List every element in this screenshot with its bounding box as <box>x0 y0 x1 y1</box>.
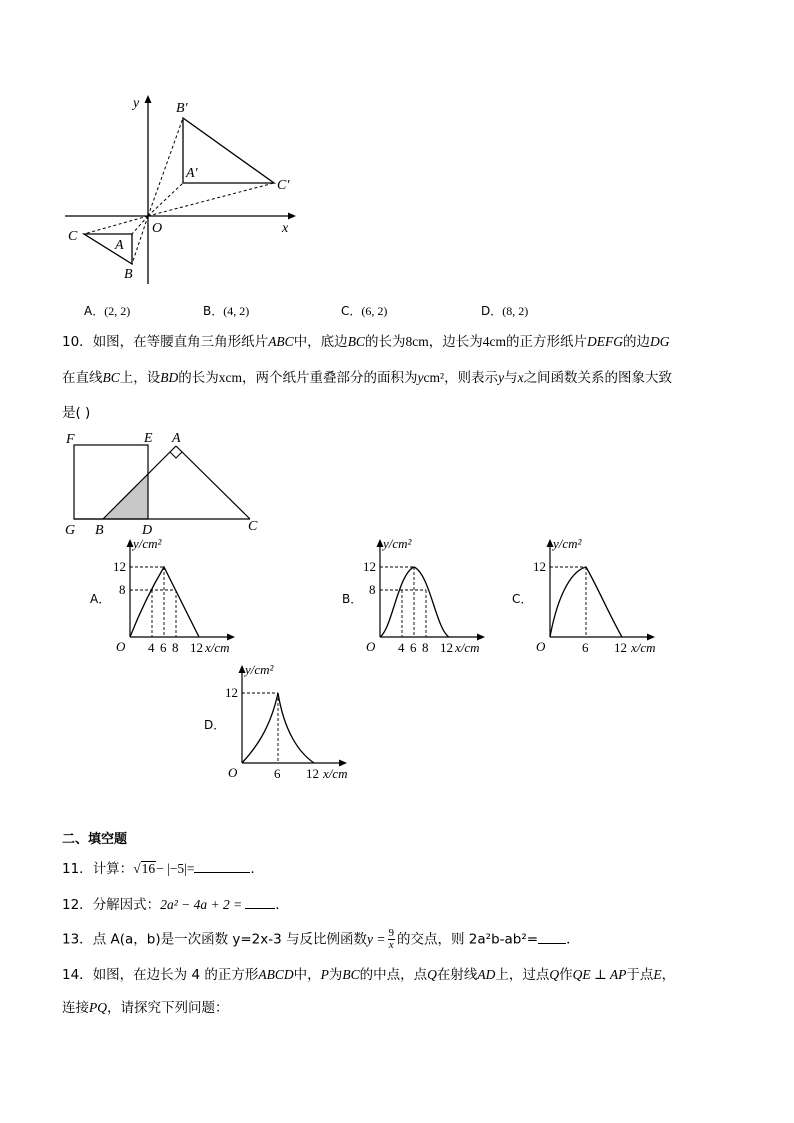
origin-label: O <box>228 765 238 780</box>
q9-option-b[interactable] <box>203 302 249 319</box>
x-tick-8: 8 <box>172 640 179 655</box>
y-axis-label: y/cm² <box>133 536 162 551</box>
origin-label: O <box>116 639 126 654</box>
x-tick-12: 12 <box>306 766 319 781</box>
q14-line-2: 连接PQ，请探究下列问题： <box>62 1000 229 1016</box>
graph-option-c-letter[interactable]: C． <box>512 592 533 606</box>
graph-option-d-letter[interactable]: D． <box>204 718 226 732</box>
label-b: B <box>124 267 133 282</box>
x-tick-6: 6 <box>274 766 281 781</box>
y-axis-label: y/cm² <box>553 536 582 551</box>
origin-label: O <box>536 639 546 654</box>
label-c: C <box>248 519 258 534</box>
x-tick-6: 6 <box>582 640 589 655</box>
label-d: D <box>142 523 153 538</box>
graph-d[interactable] <box>222 660 362 785</box>
answer-blank[interactable] <box>538 931 566 944</box>
graph-option-a-letter[interactable]: A． <box>90 592 111 606</box>
q14-line-1: 14．如图，在边长为 4 的正方形ABCD中，P为BC的中点，点Q在射线AD上，过点Q作QE ⊥ AP于点E， <box>62 967 676 983</box>
q10-line-1: 10．如图，在等腰直角三角形纸片ABC中，底边BC的长为8cm，边长为4cm的正方形纸片DEFG的边DG <box>62 334 670 350</box>
graph-b[interactable] <box>360 534 495 659</box>
y-axis-label: y/cm² <box>383 536 412 551</box>
q9-option-a[interactable] <box>84 302 130 319</box>
function-curve <box>380 567 449 637</box>
label-c: C <box>68 229 78 244</box>
label-a: A <box>115 238 124 253</box>
fraction: $\frac{9}{x}$ <box>388 927 394 951</box>
label-b-prime: B′ <box>176 101 188 116</box>
y-axis-label: y/cm² <box>245 662 274 677</box>
right-angle-mark <box>170 452 182 458</box>
x-tick-12: 12 <box>614 640 627 655</box>
x-axis-label: x/cm <box>205 640 230 655</box>
q11: 11．计算：√16− |−5|= ． <box>62 861 264 877</box>
x-label: x <box>282 221 289 236</box>
graph-c[interactable] <box>530 534 670 659</box>
x-tick-6: 6 <box>410 640 417 655</box>
side-ac <box>176 446 250 519</box>
x-tick-12: 12 <box>190 640 203 655</box>
label-b: B <box>95 523 104 538</box>
label-g: G <box>65 523 76 538</box>
label-e: E <box>144 431 153 446</box>
q13: 13．点 A(a，b)是一次函数 y=2x-3 与反比例函数y = $\frac{9}{x}$ 的交点，则 2a²b-ab²= ． <box>62 927 580 951</box>
radical-sign: √ <box>133 861 141 876</box>
q9-option-c[interactable] <box>341 302 387 319</box>
graph-a[interactable] <box>110 534 245 659</box>
q9-option-d[interactable] <box>481 302 528 319</box>
x-tick-8: 8 <box>422 640 429 655</box>
origin-label: O <box>366 639 376 654</box>
label-c-prime: C′ <box>277 178 290 193</box>
label-a-prime: A′ <box>186 166 198 181</box>
square-triangle-figure <box>60 428 270 540</box>
function-curve <box>130 567 199 637</box>
option-value: (2, 2) <box>104 304 131 318</box>
y-tick-12: 12 <box>533 559 546 574</box>
option-value: (8, 2) <box>502 304 529 318</box>
y-tick-12: 12 <box>363 559 376 574</box>
option-letter: D． <box>481 304 503 318</box>
y-label: y <box>133 96 140 111</box>
x-axis-label: x/cm <box>323 766 348 781</box>
y-axis-arrow <box>145 95 152 103</box>
q10-line-3: 是( ) <box>62 405 91 421</box>
x-axis-label: x/cm <box>631 640 656 655</box>
section-heading: 二、填空题 <box>62 832 128 847</box>
y-tick-12: 12 <box>225 685 238 700</box>
x-tick-6: 6 <box>160 640 167 655</box>
radicand: 16 <box>141 861 156 876</box>
option-letter: A． <box>84 304 105 318</box>
label-f: F <box>66 432 75 447</box>
graph-option-b-letter[interactable]: B． <box>342 592 363 606</box>
option-value: (4, 2) <box>223 304 250 318</box>
y-tick-12: 12 <box>113 559 126 574</box>
x-axis-arrow <box>288 213 296 220</box>
y-tick-8: 8 <box>369 582 376 597</box>
origin-label: O <box>152 221 163 236</box>
option-letter: B． <box>203 304 224 318</box>
triangle-original <box>84 234 132 264</box>
rotation-figure <box>60 90 310 290</box>
option-letter: C． <box>341 304 362 318</box>
x-tick-4: 4 <box>148 640 155 655</box>
x-tick-12: 12 <box>440 640 453 655</box>
q10-line-2: 在直线BC上，设BD的长为xcm，两个纸片重叠部分的面积为ycm²，则表示y与x之间函数关系的图象大致 <box>62 370 673 386</box>
x-tick-4: 4 <box>398 640 405 655</box>
answer-blank[interactable] <box>194 860 250 873</box>
label-a: A <box>172 431 181 446</box>
q12: 12．分解因式：2a² − 4a + 2 = ． <box>62 897 289 913</box>
x-axis-label: x/cm <box>455 640 480 655</box>
option-value: (6, 2) <box>361 304 388 318</box>
answer-blank[interactable] <box>245 896 275 909</box>
y-tick-8: 8 <box>119 582 126 597</box>
